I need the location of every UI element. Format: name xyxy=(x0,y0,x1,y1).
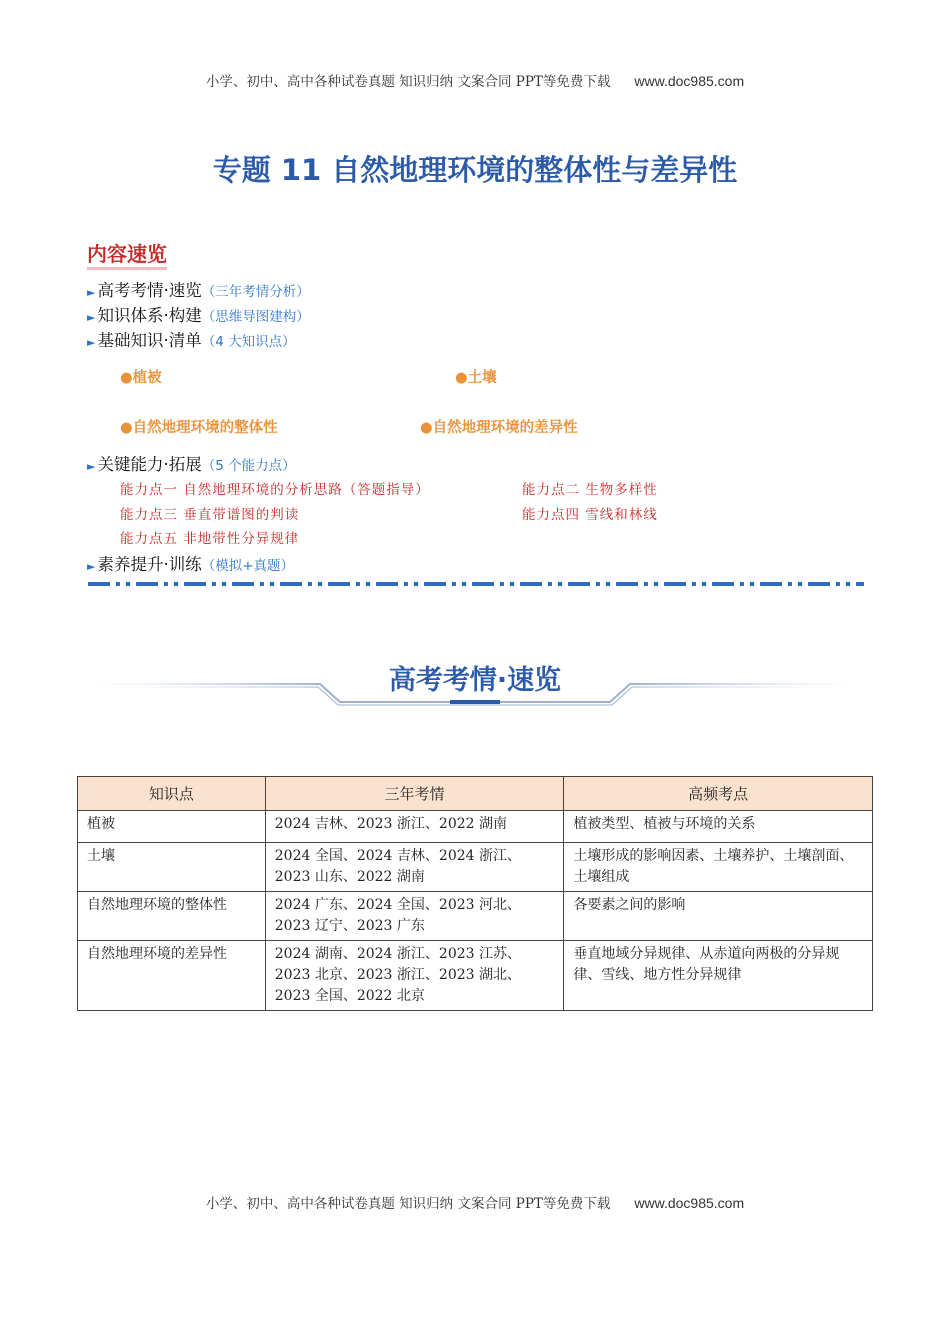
table-header-cell: 知识点 xyxy=(78,777,266,811)
header-site-link[interactable]: www.doc985.com xyxy=(634,73,745,89)
table-cell: 2024 吉林、2023 浙江、2022 湖南 xyxy=(265,811,564,843)
triangle-arrow-icon: ► xyxy=(87,460,96,473)
toc-item-note: （5 个能力点） xyxy=(201,458,296,474)
table-cell: 植被类型、植被与环境的关系 xyxy=(564,811,873,843)
toc-heading xyxy=(87,238,167,267)
toc-item-note: （三年考情分析） xyxy=(201,284,310,300)
toc-item-key-abilities[interactable] xyxy=(87,451,296,475)
page-footer xyxy=(0,1192,950,1212)
toc-item-label: 基础知识·清单 xyxy=(97,331,202,350)
table-row xyxy=(78,892,873,941)
toc-item-label: 知识体系·构建 xyxy=(97,306,202,325)
table-cell: 自然地理环境的差异性 xyxy=(78,941,266,1011)
table-cell: 2024 全国、2024 吉林、2024 浙江、2023 山东、2022 湖南 xyxy=(265,843,564,892)
table-cell: 土壤形成的影响因素、土壤养护、土壤剖面、土壤组成 xyxy=(564,843,873,892)
ability-point-5[interactable]: 能力点五 非地带性分异规律 xyxy=(120,531,300,547)
header-text: 小学、初中、高中各种试卷真题 知识归纳 文案合同 PPT等免费下载 xyxy=(205,74,611,90)
table-row xyxy=(78,941,873,1011)
knowledge-point-soil[interactable]: ●土壤 xyxy=(455,370,497,386)
footer-site-link[interactable]: www.doc985.com xyxy=(634,1195,745,1211)
triangle-arrow-icon: ► xyxy=(87,336,96,349)
knowledge-point-differentiation[interactable]: ●自然地理环境的差异性 xyxy=(420,420,578,436)
page-title: 专题 11 自然地理环境的整体性与差异性 xyxy=(212,153,738,187)
table-row xyxy=(78,811,873,843)
table-header-cell: 三年考情 xyxy=(265,777,564,811)
table-cell: 垂直地域分异规律、从赤道向两极的分异规律、雪线、地方性分异规律 xyxy=(564,941,873,1011)
footer-text: 小学、初中、高中各种试卷真题 知识归纳 文案合同 PPT等免费下载 xyxy=(205,1196,611,1212)
knowledge-point-vegetation[interactable]: ●植被 xyxy=(120,370,162,386)
toc-item-training[interactable] xyxy=(87,551,294,575)
table-cell: 各要素之间的影响 xyxy=(564,892,873,941)
ability-point-2[interactable]: 能力点二 生物多样性 xyxy=(522,482,658,498)
table-row xyxy=(78,843,873,892)
knowledge-point-integrity[interactable]: ●自然地理环境的整体性 xyxy=(120,420,278,436)
table-cell: 土壤 xyxy=(78,843,266,892)
table-cell: 自然地理环境的整体性 xyxy=(78,892,266,941)
table-header-row xyxy=(78,777,873,811)
triangle-arrow-icon: ► xyxy=(87,560,96,573)
toc-item-basic-knowledge[interactable] xyxy=(87,327,296,351)
toc-heading-underline xyxy=(87,267,167,270)
triangle-arrow-icon: ► xyxy=(87,311,96,324)
toc-item-knowledge-system[interactable] xyxy=(87,302,310,326)
table-cell: 2024 广东、2024 全国、2023 河北、2023 辽宁、2023 广东 xyxy=(265,892,564,941)
toc-item-note: （4 大知识点） xyxy=(201,334,296,350)
table-cell: 植被 xyxy=(78,811,266,843)
toc-item-note: （模拟+真题） xyxy=(201,558,295,574)
exam-overview-table xyxy=(77,776,873,1011)
toc-item-label: 关键能力·拓展 xyxy=(97,455,202,474)
toc-heading-text: 内容速览 xyxy=(87,242,167,266)
ability-point-4[interactable]: 能力点四 雪线和林线 xyxy=(522,507,658,523)
dash-dot-divider xyxy=(88,581,864,587)
table-cell: 2024 湖南、2024 浙江、2023 江苏、2023 北京、2023 浙江、2023 湖北、2023 全国、2022 北京 xyxy=(265,941,564,1011)
table-header-cell: 高频考点 xyxy=(564,777,873,811)
toc-item-exam-overview[interactable] xyxy=(87,277,310,301)
section-title: 高考考情·速览 xyxy=(388,665,562,696)
triangle-arrow-icon: ► xyxy=(87,286,96,299)
toc-item-label: 素养提升·训练 xyxy=(97,555,202,574)
toc-item-note: （思维导图建构） xyxy=(201,309,310,325)
page-header xyxy=(0,70,950,90)
toc-item-label: 高考考情·速览 xyxy=(97,281,202,300)
ability-point-3[interactable]: 能力点三 垂直带谱图的判读 xyxy=(120,507,300,523)
ability-point-1[interactable]: 能力点一 自然地理环境的分析思路（答题指导） xyxy=(120,482,430,498)
